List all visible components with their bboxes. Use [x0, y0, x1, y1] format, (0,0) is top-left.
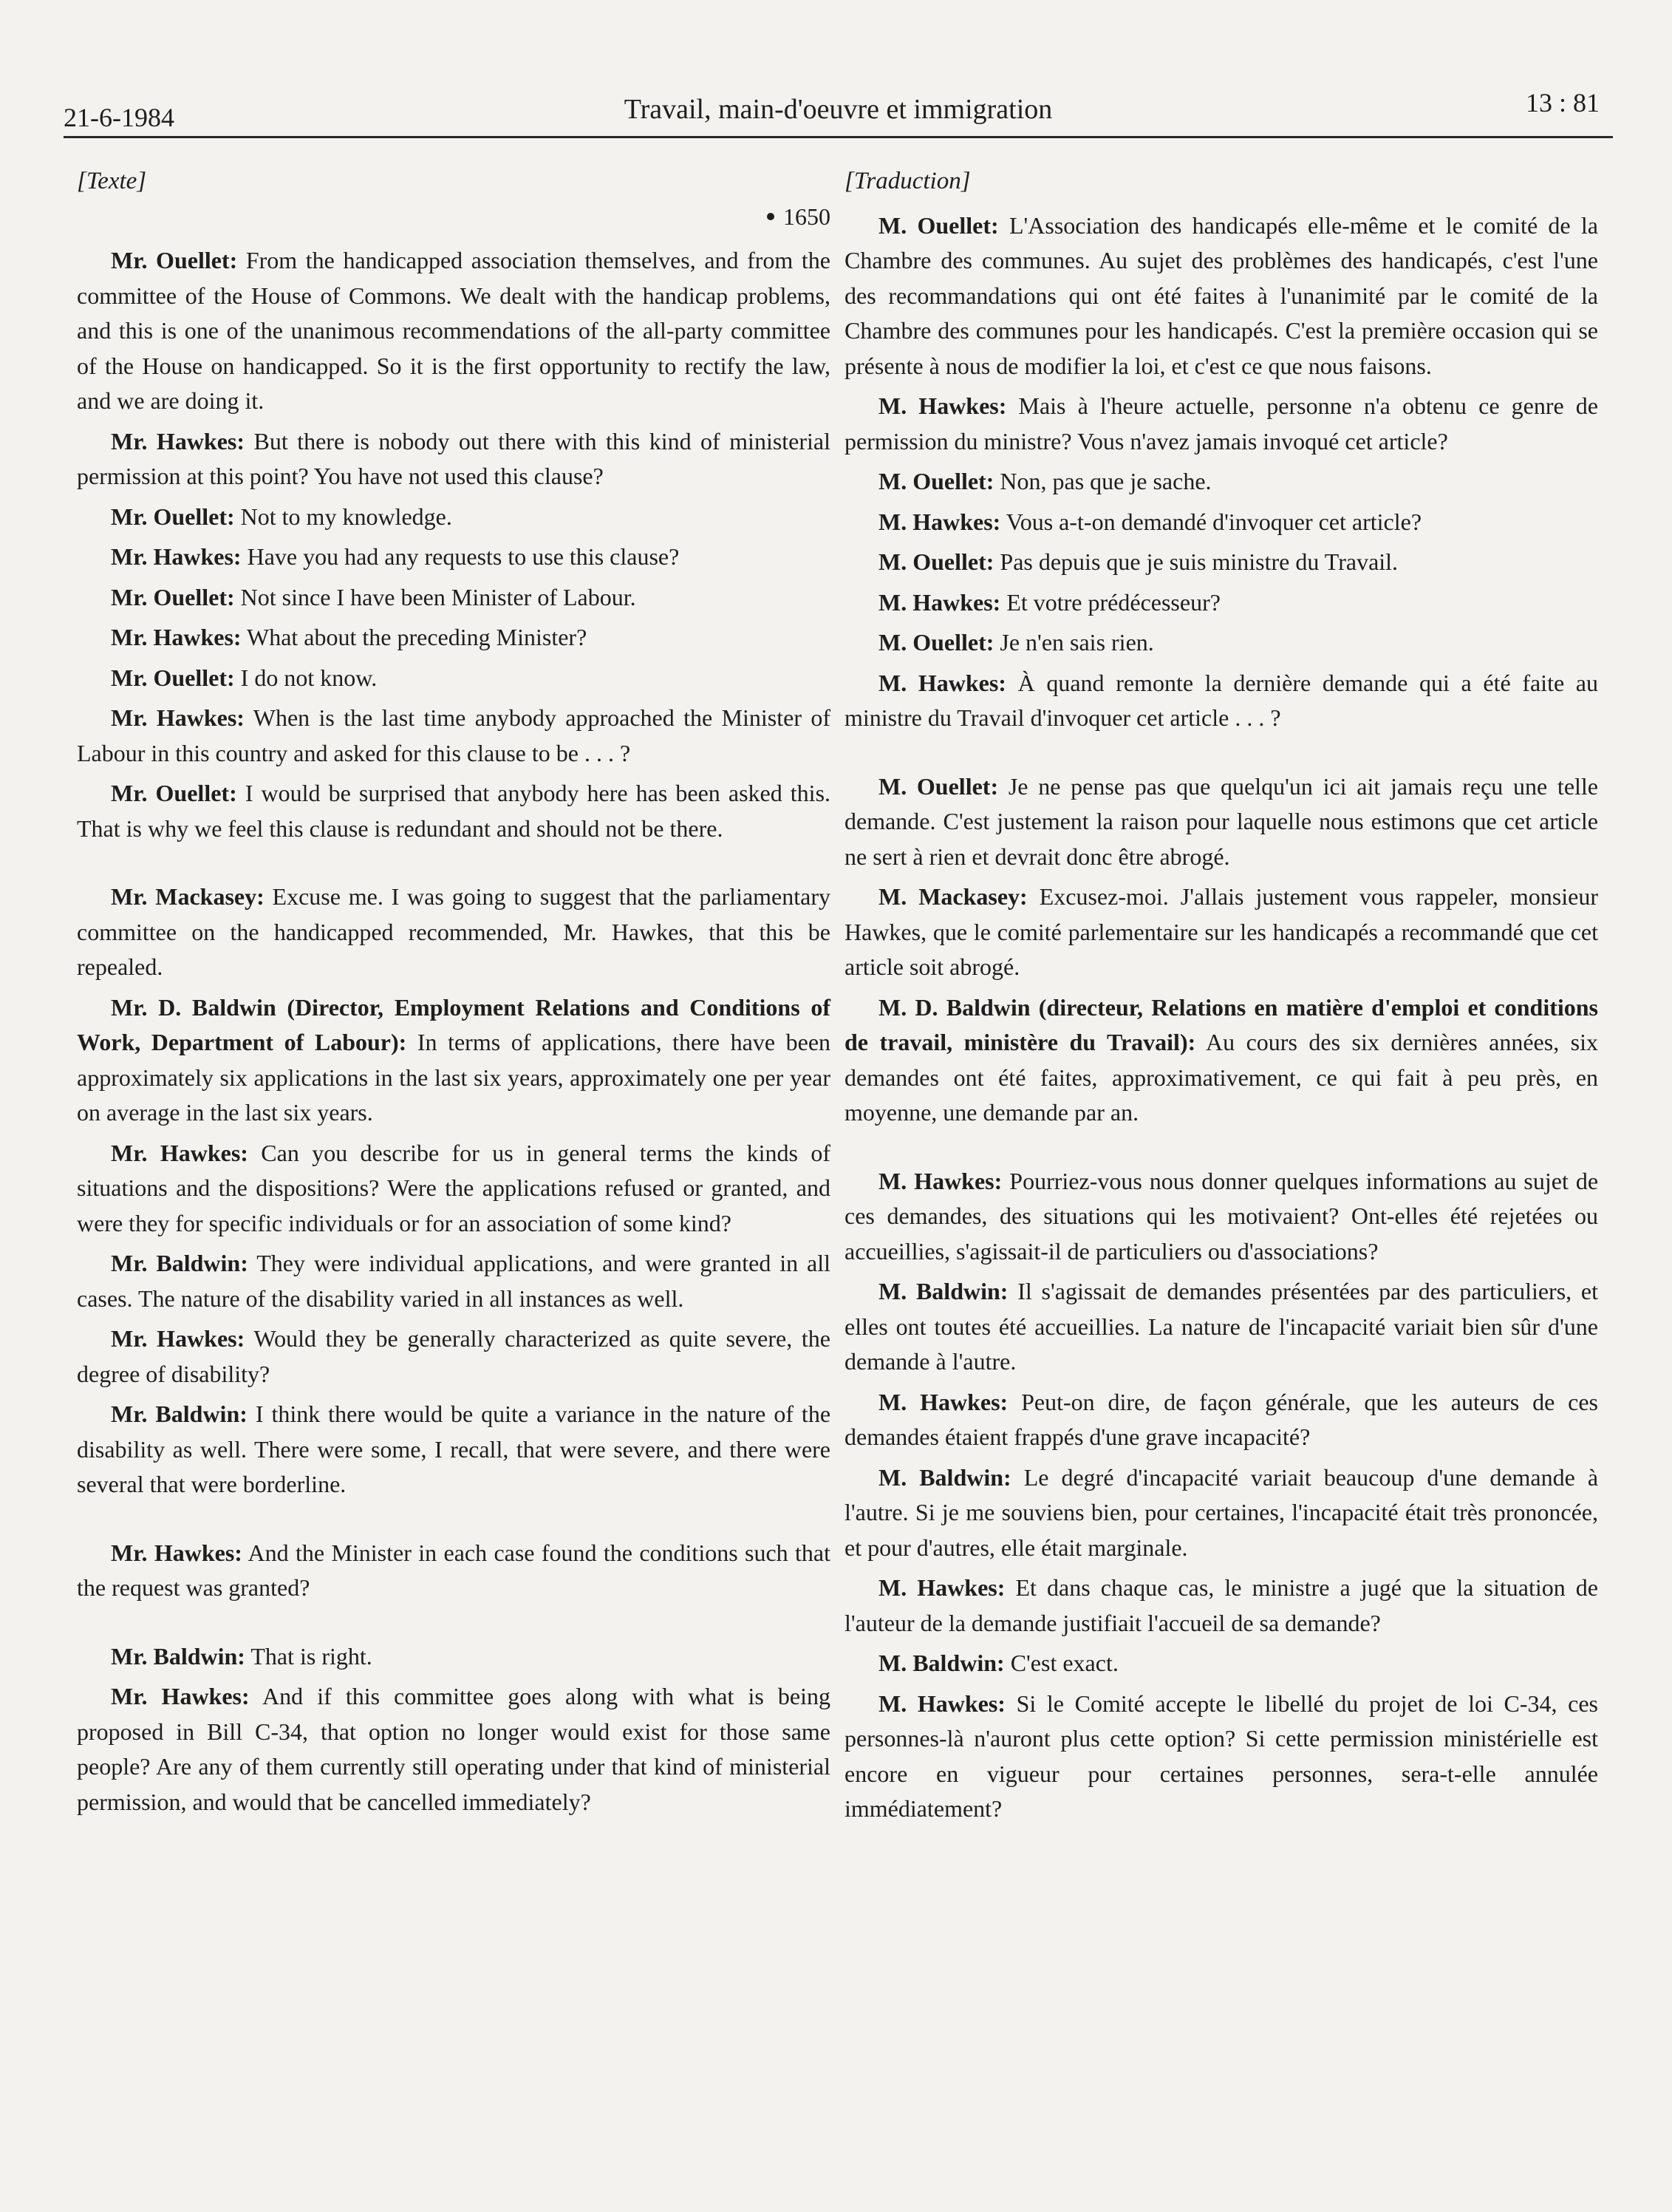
transcript-paragraph [844, 625, 1598, 661]
transcript-paragraph [77, 1321, 830, 1392]
speech-text: But there is nobody out there with this kind of ministerial permission at this point? You have not used this clause? [77, 427, 831, 489]
speech-text: Not to my knowledge. [240, 503, 452, 530]
header-title: Travail, main-d'oeuvre et immigration [624, 94, 1053, 125]
speech-text: In terms of applications, there have been approximately six applications in the last six years, approximately one per year on average in the last six years. [77, 1029, 831, 1126]
transcript-paragraph [77, 990, 830, 1131]
speaker-name: Mr. Hawkes: [111, 1325, 245, 1352]
transcript-paragraph [844, 585, 1598, 621]
transcript-paragraph [844, 464, 1598, 500]
speech-text: L'Association des handicapés elle-même et le comité de la Chambre des communes. Au sujet des problèmes des handicapés, c'est l'une des recommandations qui ont été faites à l'unanimité par le comité de la Chambre des communes pour les handicapés. C'est la première occasion qui se présente à nous de modifier la loi, et c'est ce que nous faisons. [844, 211, 1599, 379]
speaker-name: M. Hawkes: [878, 669, 1006, 696]
speech-text: Not since I have been Minister of Labour. [240, 583, 636, 610]
speaker-name: M. Ouellet: [878, 211, 999, 239]
speaker-name: M. Hawkes: [878, 1574, 1006, 1601]
speech-text: Je ne pense pas que quelqu'un ici ait jamais reçu une telle demande. C'est justement la raison pour laquelle nous estimons que cet article ne sert à rien et devrait donc être abrogé. [844, 772, 1599, 870]
speech-text: What about the preceding Minister? [247, 624, 587, 650]
speaker-name: Mr. Mackasey: [111, 883, 265, 910]
speaker-name: Mr. Ouellet: [111, 583, 235, 610]
header-date: 21-6-1984 [64, 103, 174, 132]
transcript-paragraph [77, 620, 830, 656]
paragraph-gap [77, 1508, 830, 1536]
column-label-traduction: [Traduction] [844, 168, 971, 194]
transcript-paragraph [844, 879, 1598, 985]
speech-text: À quand remonte la dernière demande qui a été faite au ministre du Travail d'invoquer cet article . . . ? [844, 669, 1598, 731]
paragraph-gap [844, 1136, 1598, 1164]
transcript-paragraph [844, 505, 1598, 540]
transcript-paragraph [77, 1246, 830, 1316]
header-page-number: 13 : 81 [1525, 88, 1600, 118]
speaker-name: M. D. Baldwin (directeur, Relations en matière d'emploi et conditions de travail, ministère du Travail): [844, 993, 1598, 1055]
speech-text: I think there would be quite a variance in the nature of the disability as well. There were some, I recall, that were severe, and there were several that were borderline. [77, 1401, 831, 1497]
speech-text: Le degré d'incapacité variait beaucoup d'une demande à l'autre. Si je me souviens bien, pour certaines, l'incapacité était très prononcée, et pour d'autres, elle était marginale. [844, 1463, 1599, 1561]
speaker-name: Mr. Baldwin: [111, 1401, 248, 1427]
transcript-paragraph [77, 776, 830, 846]
speaker-name: Mr. Hawkes: [111, 427, 245, 455]
time-marker [77, 200, 830, 235]
speech-text: I would be surprised that anybody here has been asked this. That is why we feel this clause is redundant and should not be there. [77, 780, 831, 842]
speech-text: And if this committee goes along with what is being proposed in Bill C-34, that option no longer would exist for those same people? Are any of them currently still operating under that kind of ministerial permission, and would that be cancelled immediately? [77, 1683, 831, 1815]
speaker-name: Mr. D. Baldwin (Director, Employment Relations and Conditions of Work, Department of Labour): [77, 993, 830, 1055]
speaker-name: Mr. Hawkes: [111, 1539, 242, 1566]
transcript-paragraph [844, 1687, 1598, 1827]
transcript-paragraph [77, 661, 830, 696]
transcript-paragraph [77, 1679, 830, 1820]
speech-text: And the Minister in each case found the conditions such that the request was granted? [77, 1539, 831, 1601]
speech-text: That is right. [250, 1642, 372, 1670]
speech-text: Si le Comité accepte le libellé du projet de loi C-34, ces personnes-là n'auront plus cette option? Si cette permission ministérielle est encore en vigueur pour certaines personnes, sera-t-elle annulée immédiatement? [844, 1689, 1599, 1822]
transcript-paragraph [77, 243, 830, 419]
speech-text: I do not know. [240, 664, 378, 691]
speaker-name: Mr. Hawkes: [111, 1139, 248, 1166]
speaker-name: M. Ouellet: [878, 629, 994, 656]
transcript-paragraph [77, 424, 830, 494]
transcript-paragraph [77, 879, 830, 985]
speech-text: From the handicapped association themselves, and from the committee of the House of Commons. We dealt with the handicap problems, and this is one of the unanimous recommendations of the all-party committee of the House on handicapped. So it is the first opportunity to rectify the law, and we are doing it. [77, 247, 831, 414]
transcript-paragraph [77, 1536, 830, 1606]
speech-text: Peut-on dire, de façon générale, que les auteurs de ces demandes étaient frappés d'une grave incapacité? [844, 1388, 1599, 1450]
transcript-paragraph [77, 500, 830, 535]
speaker-name: Mr. Ouellet: [111, 780, 237, 806]
transcript-paragraph [77, 1136, 830, 1242]
speech-text: Vous a-t-on demandé d'invoquer cet article? [1006, 508, 1422, 535]
bullet-icon [767, 213, 774, 220]
transcript-paragraph [844, 208, 1598, 384]
speaker-name: Mr. Ouellet: [111, 664, 235, 691]
speaker-name: M. Baldwin: [878, 1650, 1005, 1676]
speaker-name: Mr. Hawkes: [111, 1683, 250, 1709]
speaker-name: M. Hawkes: [878, 588, 1001, 616]
speech-text: Et votre prédécesseur? [1006, 588, 1221, 616]
speaker-name: M. Mackasey: [878, 883, 1028, 910]
speaker-name: Mr. Baldwin: [111, 1250, 248, 1276]
transcript-paragraph [77, 580, 830, 616]
speaker-name: M. Ouellet: [878, 772, 999, 800]
speech-text: Non, pas que je sache. [1000, 468, 1212, 494]
speech-text: Excuse me. I was going to suggest that the parliamentary committee on the handicapped recommended, Mr. Hawkes, that this be repealed. [77, 883, 831, 980]
paragraph-gap [77, 851, 830, 879]
transcript-paragraph [77, 1397, 830, 1503]
transcript-paragraph [844, 990, 1598, 1131]
column-label-texte: [Texte] [77, 168, 147, 194]
speaker-name: Mr. Hawkes: [111, 624, 242, 650]
left-column-english [77, 164, 830, 1825]
speech-text: When is the last time anybody approached the Minister of Labour in this country and asked for this clause to be . . . ? [77, 704, 831, 766]
speaker-name: M. Baldwin: [878, 1463, 1011, 1491]
speech-text: Pourriez-vous nous donner quelques informations au sujet de ces demandes, des situations qui les motivaient? Ont-elles été rejetées ou accueillies, s'agissait-il de particuliers ou d'associations? [844, 1167, 1599, 1265]
transcript-paragraph [844, 545, 1598, 580]
speech-text: Would they be generally characterized as quite severe, the degree of disability? [77, 1325, 831, 1387]
speech-text: Il s'agissait de demandes présentées par des particuliers, et elles ont toutes été accueillies. La nature de l'incapacité variait bien sûr d'une demande à l'autre. [844, 1278, 1599, 1375]
transcript-paragraph [844, 1570, 1598, 1641]
speaker-name: Mr. Baldwin: [111, 1642, 245, 1670]
speaker-name: M. Hawkes: [878, 1689, 1006, 1717]
speech-text: Excusez-moi. J'allais justement vous rappeler, monsieur Hawkes, que le comité parlementaire sur les handicapés a recommandé que cet article soit abrogé. [844, 883, 1599, 980]
speaker-name: M. Ouellet: [878, 548, 994, 575]
transcript-paragraph [844, 1164, 1598, 1270]
speech-text: Pas depuis que je suis ministre du Travail. [1000, 548, 1399, 575]
transcript-paragraph [77, 1639, 830, 1675]
paragraph-gap [77, 1611, 830, 1639]
page-header [64, 87, 1613, 138]
transcript-paragraph [844, 1460, 1598, 1566]
speaker-name: Mr. Hawkes: [111, 543, 242, 570]
speech-text: Au cours des six dernières années, six demandes ont été faites, approximativement, ce qui fait à peu près, en moyenne, une demande par an. [844, 1029, 1599, 1126]
speaker-name: Mr. Ouellet: [111, 503, 235, 530]
transcript-paragraph [844, 1274, 1598, 1380]
speaker-name: M. Hawkes: [878, 392, 1007, 419]
speaker-name: Mr. Hawkes: [111, 704, 245, 731]
transcript-paragraph [77, 540, 830, 575]
transcript-paragraph [844, 1385, 1598, 1455]
speech-text: Et dans chaque cas, le ministre a jugé que la situation de l'auteur de la demande justifiait l'accueil de sa demande? [844, 1574, 1599, 1636]
speaker-name: M. Hawkes: [878, 1388, 1009, 1415]
time-value: 1650 [783, 203, 830, 230]
speech-text: Je n'en sais rien. [1000, 629, 1154, 656]
transcript-paragraph [844, 769, 1598, 875]
speech-text: Can you describe for us in general terms the kinds of situations and the dispositions? Were the applications refused or granted, and were they for specific individuals or for an association of some kind? [77, 1139, 831, 1236]
transcript-paragraph [844, 1646, 1598, 1681]
speaker-name: M. Baldwin: [878, 1278, 1009, 1304]
speech-text: Have you had any requests to use this clause? [247, 543, 680, 570]
transcript-paragraph [77, 701, 830, 771]
speech-text: They were individual applications, and were granted in all cases. The nature of the disability varied in all instances as well. [77, 1250, 831, 1312]
speaker-name: M. Hawkes: [878, 508, 1001, 535]
speaker-name: M. Ouellet: [878, 468, 994, 494]
transcript-paragraph [844, 389, 1598, 459]
right-column-french [844, 164, 1598, 1832]
speaker-name: M. Hawkes: [878, 1167, 1003, 1194]
speech-text: Mais à l'heure actuelle, personne n'a obtenu ce genre de permission du ministre? Vous n'avez jamais invoqué cet article? [844, 392, 1598, 455]
paragraph-gap [844, 741, 1598, 769]
transcript-paragraph [844, 666, 1598, 736]
speaker-name: Mr. Ouellet: [111, 247, 238, 273]
speech-text: C'est exact. [1010, 1650, 1119, 1676]
